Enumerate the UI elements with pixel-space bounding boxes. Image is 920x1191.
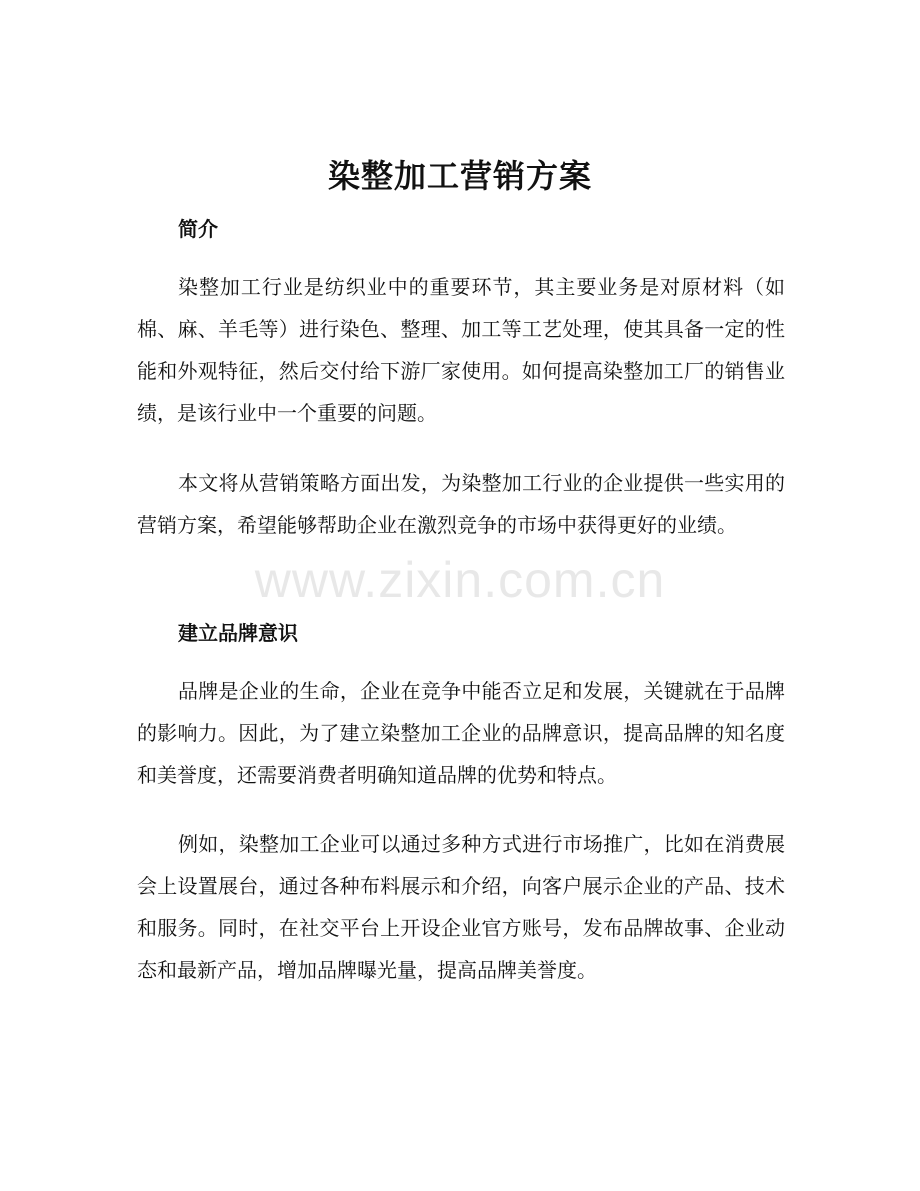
paragraph-intro-1: 染整加工行业是纺织业中的重要环节，其主要业务是对原材料（如棉、麻、羊毛等）进行染色、整理、加工等工艺处理，使其具备一定的性能和外观特征，然后交付给下游厂家使用。如何提高染整加工厂的销售业绩，是该行业中一个重要的问题。 [137, 275, 785, 425]
paragraph-brand-1: 品牌是企业的生命，企业在竞争中能否立足和发展，关键就在于品牌的影响力。因此，为了建立染整加工企业的品牌意识，提高品牌的知名度和美誉度，还需要消费者明确知道品牌的优势和特点。 [137, 679, 785, 787]
watermark-text: www.zixin.com.cn [254, 552, 666, 608]
section-heading-brand: 建立品牌意识 [178, 621, 298, 645]
paragraph-brand-2: 例如，染整加工企业可以通过多种方式进行市场推广，比如在消费展会上设置展台，通过各种布料展示和介绍，向客户展示企业的产品、技术和服务。同时，在社交平台上开设企业官方账号，发布品牌故事、企业动态和最新产品，增加品牌曝光量，提高品牌美誉度。 [137, 832, 785, 982]
section-heading-intro: 简介 [178, 217, 218, 241]
paragraph-intro-2: 本文将从营销策略方面出发，为染整加工行业的企业提供一些实用的营销方案，希望能够帮助企业在激烈竞争的市场中获得更好的业绩。 [137, 471, 785, 537]
document-title: 染整加工营销方案 [327, 157, 592, 195]
